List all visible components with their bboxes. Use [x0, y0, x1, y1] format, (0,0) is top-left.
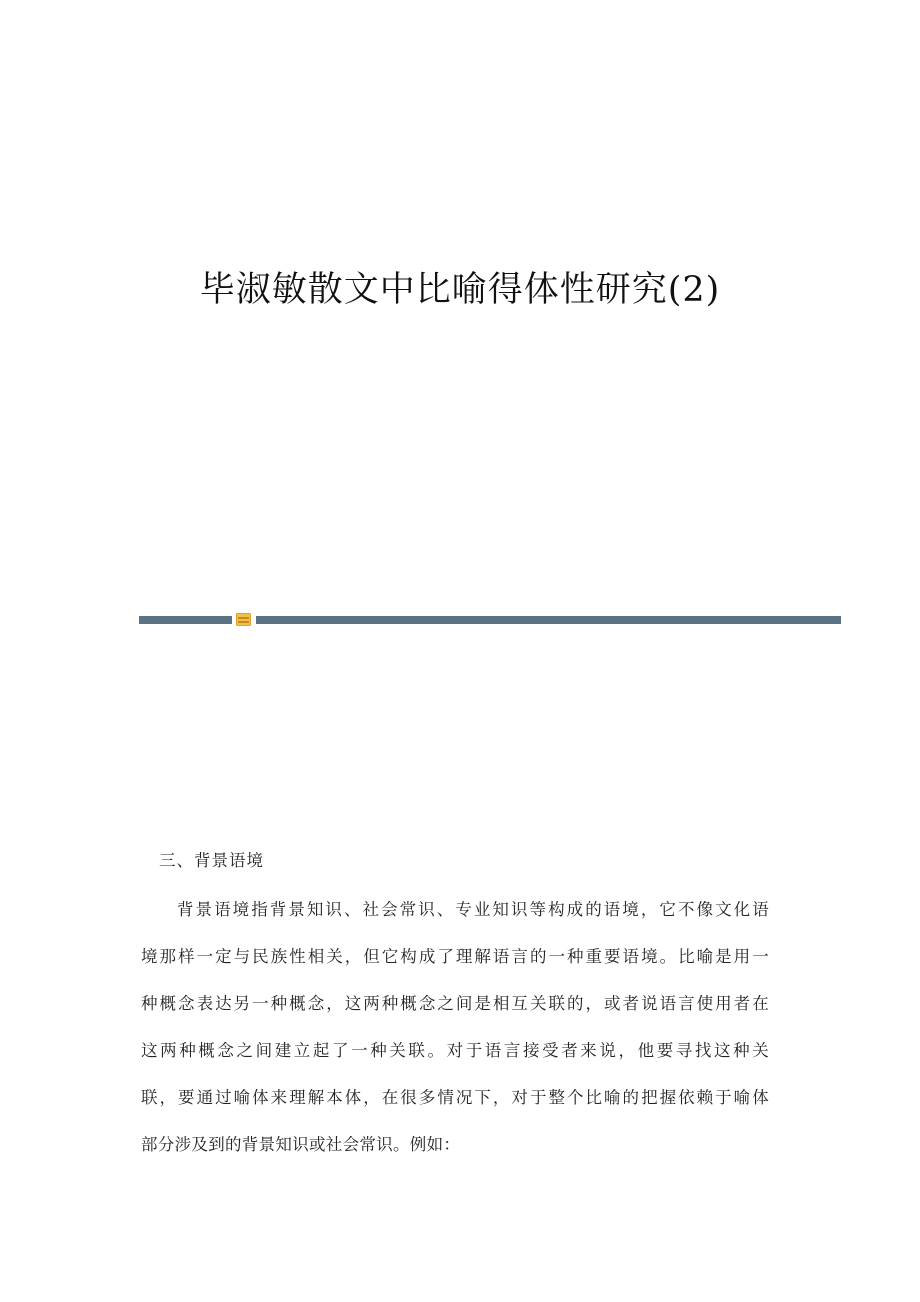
paragraph-line: 这两种概念之间建立起了一种关联。对于语言接受者来说，他要寻找这种关 [141, 1041, 769, 1060]
paragraph-line: 种概念表达另一种概念，这两种概念之间是相互关联的，或者说语言使用者在 [141, 994, 769, 1013]
paragraph-line: 部分涉及到的背景知识或社会常识。例如： [141, 1135, 461, 1154]
title-divider [139, 612, 841, 628]
paragraph-line: 背景语境指背景知识、社会常识、专业知识等构成的语境，它不像文化语 [177, 900, 769, 919]
paragraph-line: 联，要通过喻体来理解本体，在很多情况下，对于整个比喻的把握依赖于喻体 [141, 1088, 769, 1107]
section-heading: 三、背景语境 [159, 851, 264, 870]
divider-bar-right [256, 616, 841, 624]
divider-bar-left [139, 616, 232, 624]
document-title: 毕淑敏散文中比喻得体性研究(2) [199, 270, 721, 310]
paragraph-line: 境那样一定与民族性相关，但它构成了理解语言的一种重要语境。比喻是用一 [141, 947, 769, 966]
divider-ornament-icon [236, 613, 251, 626]
